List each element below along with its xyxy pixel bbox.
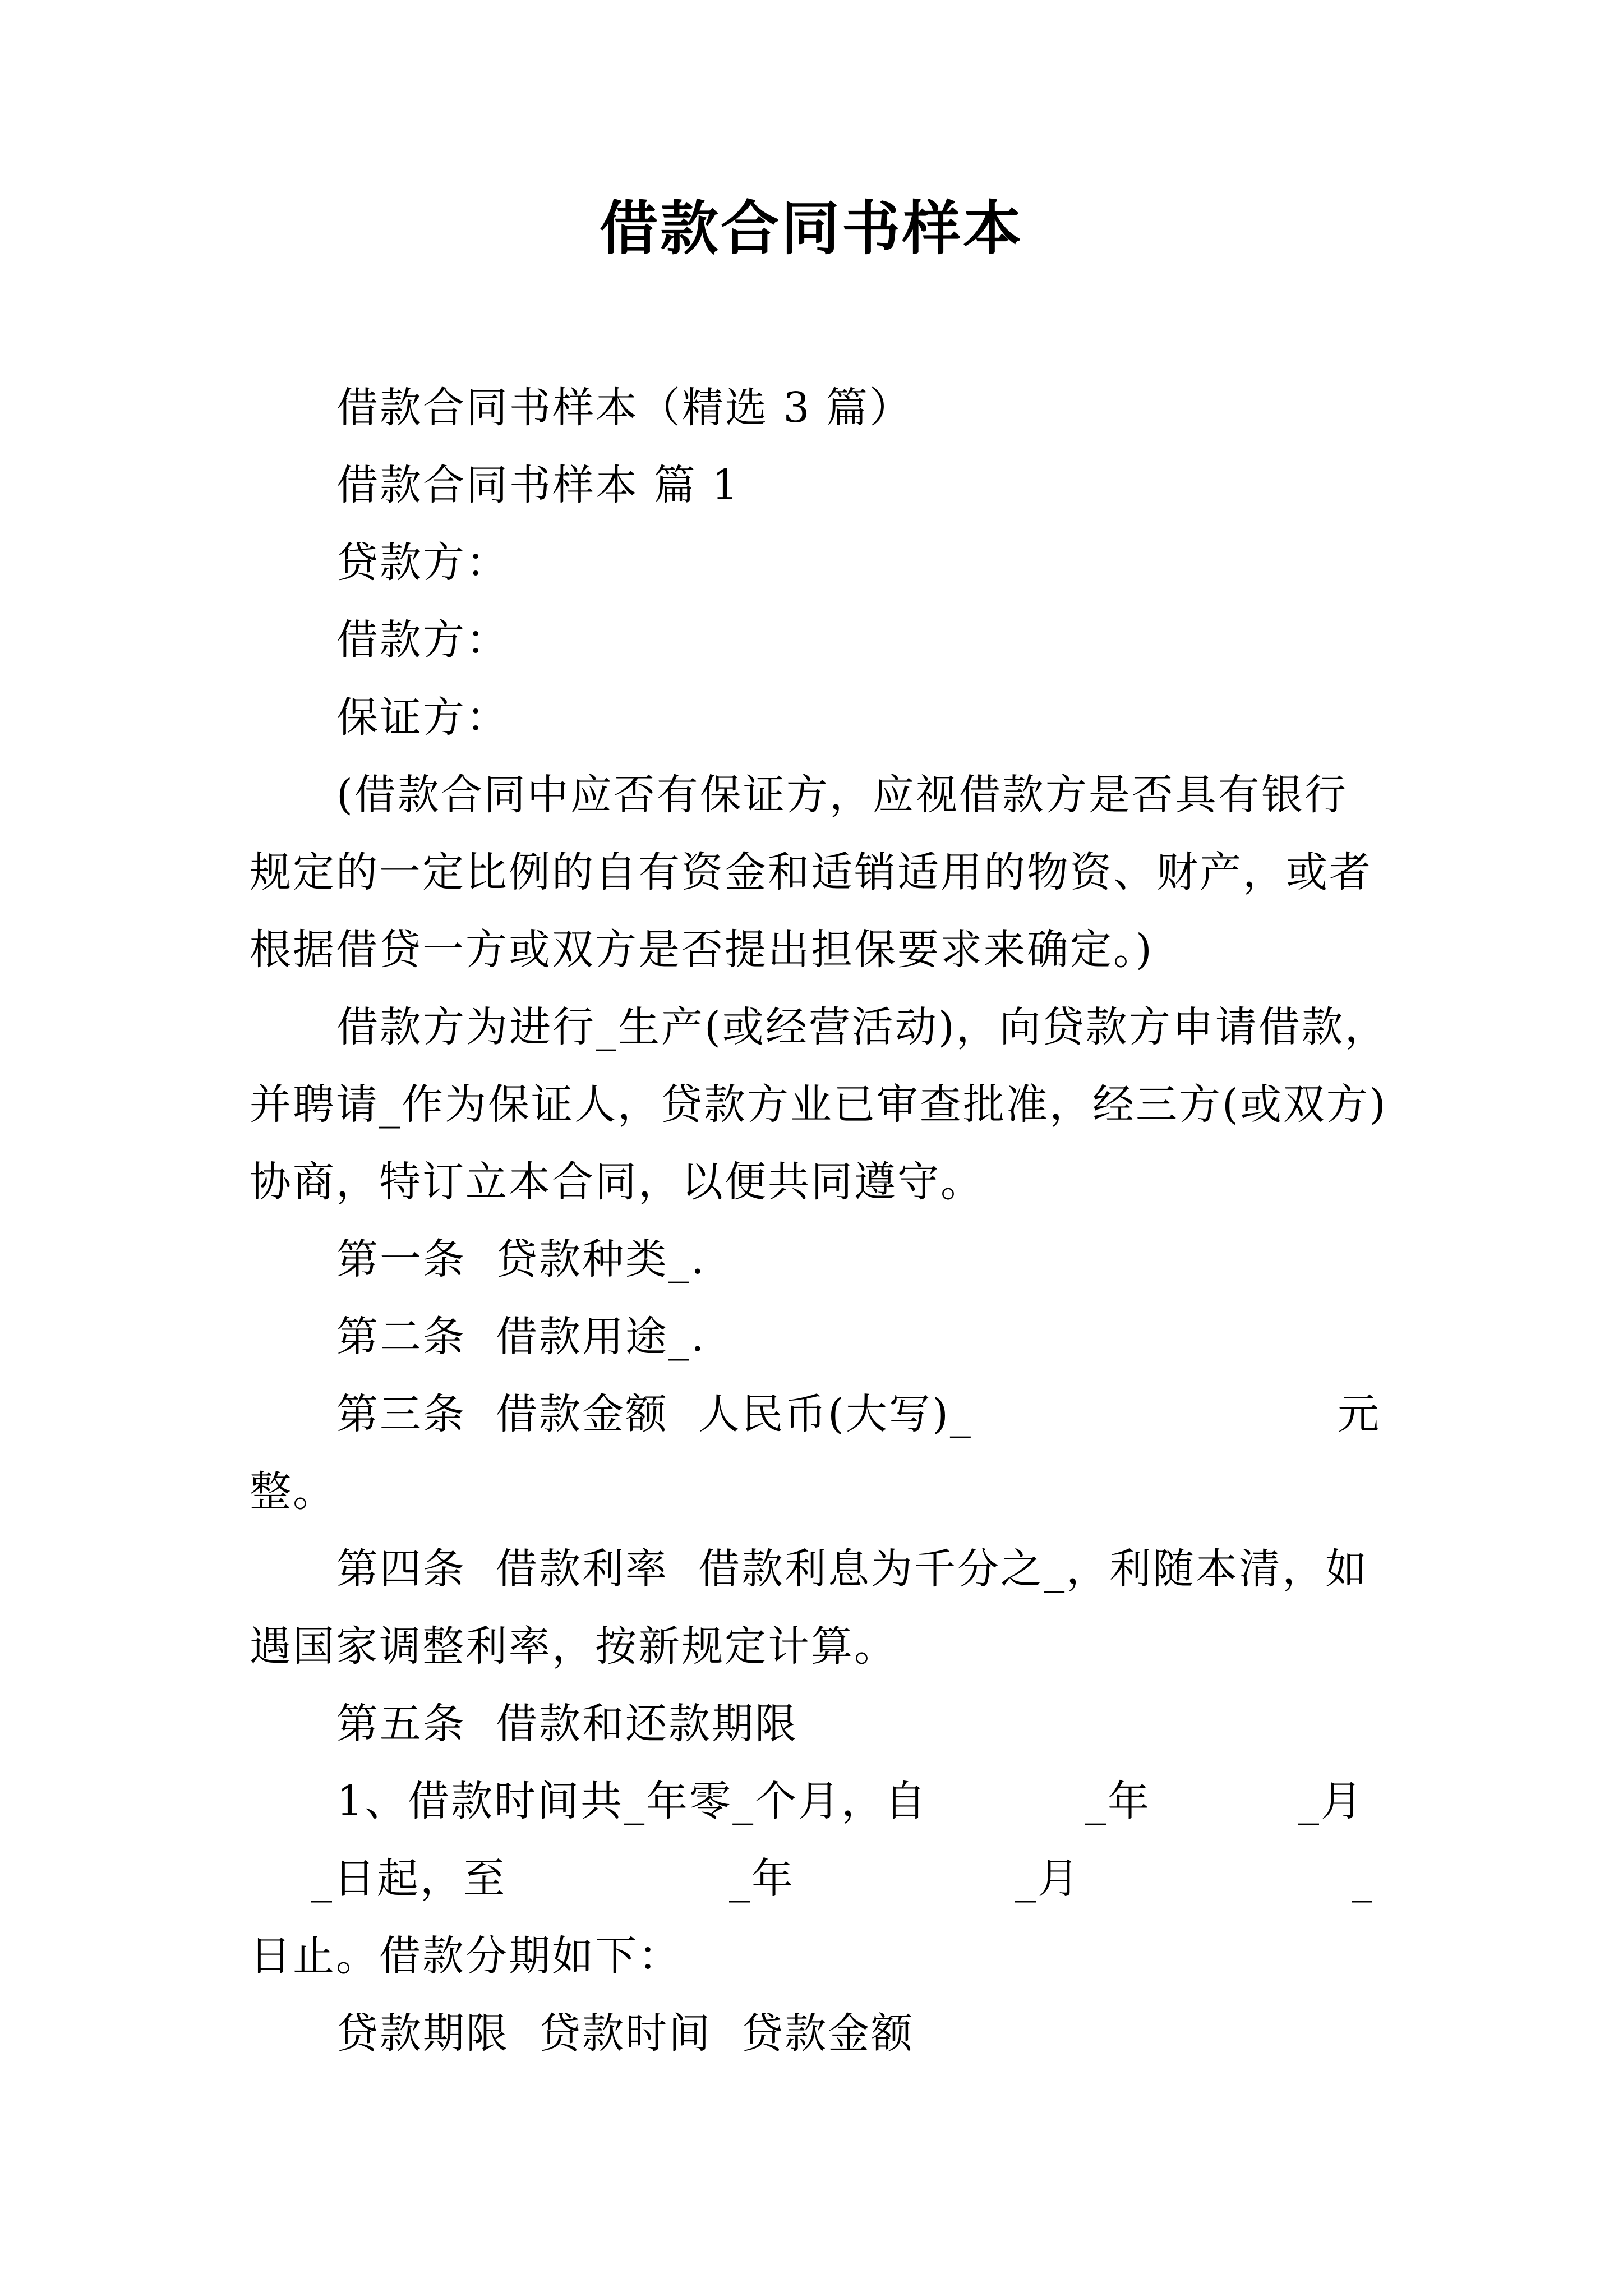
end-day-blank: _	[1352, 1855, 1374, 1903]
paragraph-preamble-line-3: 协商，特订立本合同，以便共同遵守。	[250, 1158, 984, 1206]
paragraph-preamble-line-2: 并聘请_作为保证人，贷款方业已审查批准，经三方(或双方)	[250, 1080, 1387, 1129]
start-month-blank: _月	[1298, 1777, 1364, 1825]
installment-intro: 日止。借款分期如下：	[250, 1932, 681, 1980]
end-month-blank: _月	[1015, 1855, 1081, 1903]
article-3-currency-unit: 元	[1338, 1390, 1381, 1438]
section-heading-article-1: 借款合同书样本 篇 1	[336, 461, 740, 509]
borrower-field: 借款方：	[336, 616, 509, 664]
lender-field: 贷款方：	[336, 539, 509, 587]
document-title: 借款合同书样本	[599, 194, 1023, 263]
article-4-interest-rate-line-1: 第四条 借款利率 借款利息为千分之_，利随本清，如	[336, 1545, 1369, 1593]
article-5-item-1-start: 1、借款时间共_年零_个月，自	[336, 1777, 928, 1825]
article-5-heading: 第五条 借款和还款期限	[336, 1700, 799, 1748]
subtitle-selected-articles: 借款合同书样本（精选 3 篇）	[336, 384, 913, 432]
article-4-interest-rate-line-2: 遇国家调整利率，按新规定计算。	[250, 1622, 897, 1671]
article-2-loan-purpose: 第二条 借款用途_.	[336, 1313, 706, 1361]
installment-table-header: 贷款期限 贷款时间 贷款金额	[336, 2009, 915, 2058]
paragraph-guarantor-note-line-2: 规定的一定比例的自有资金和适销适用的物资、财产，或者	[250, 848, 1372, 896]
paragraph-guarantor-note-line-1: (借款合同中应否有保证方，应视借款方是否具有银行	[336, 771, 1348, 819]
paragraph-preamble-line-1: 借款方为进行_生产(或经营活动)，向贷款方申请借款，	[336, 1003, 1388, 1051]
start-day-to-label: _日起，至	[311, 1855, 506, 1903]
article-3-amount-end: 整。	[250, 1467, 336, 1516]
end-year-blank: _年	[729, 1855, 795, 1903]
article-1-loan-type: 第一条 贷款种类_.	[336, 1235, 706, 1283]
paragraph-guarantor-note-line-3: 根据借贷一方或双方是否提出担保要求来确定。)	[250, 926, 1154, 974]
guarantor-field: 保证方：	[336, 693, 509, 742]
article-3-loan-amount: 第三条 借款金额 人民币(大写)_	[336, 1390, 972, 1438]
start-year-blank: _年	[1085, 1777, 1151, 1825]
